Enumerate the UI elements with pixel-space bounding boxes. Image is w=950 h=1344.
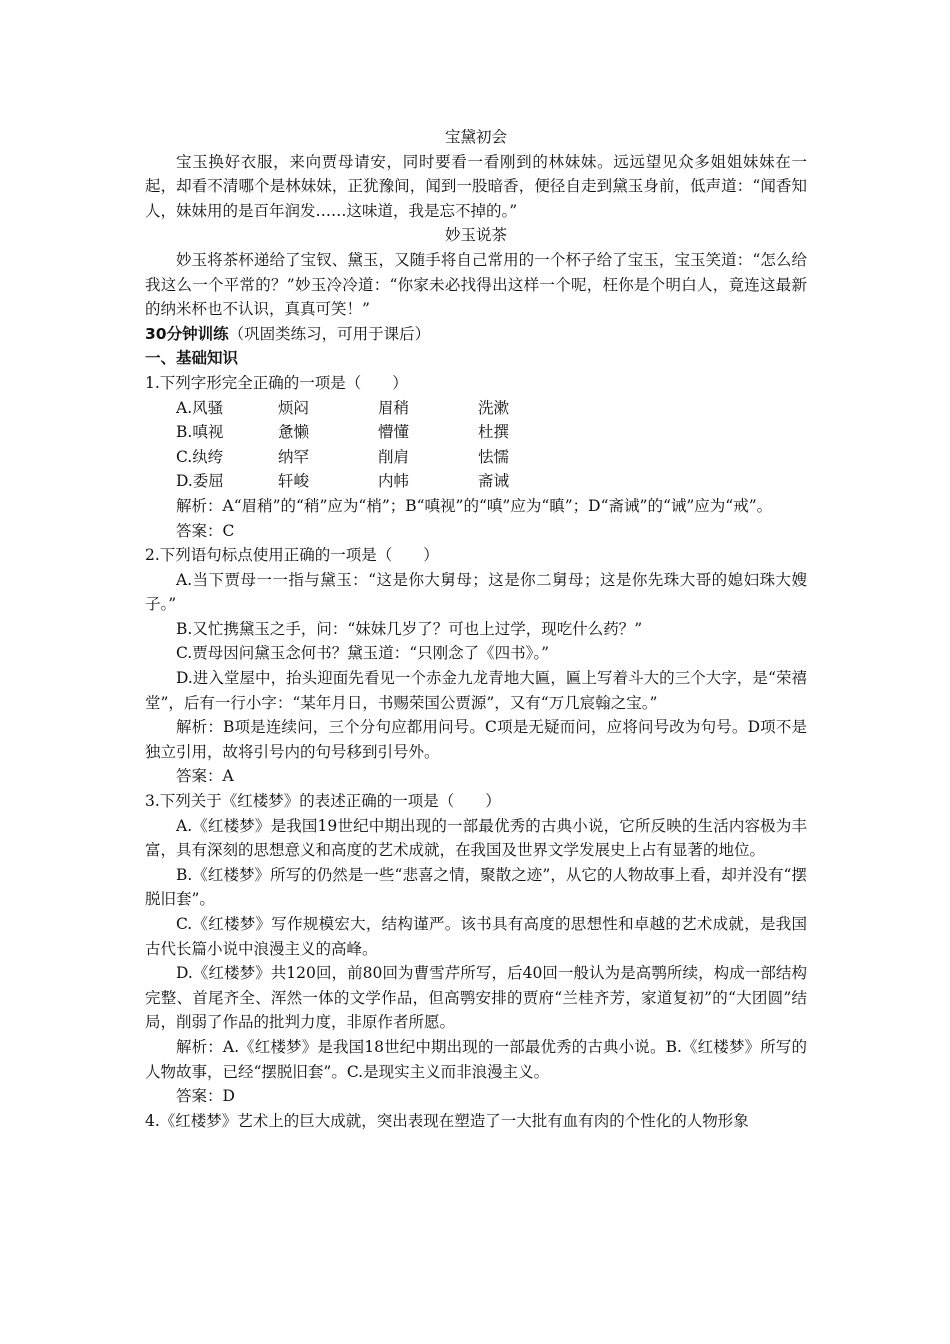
option-word: A.风骚 bbox=[176, 398, 224, 417]
q1-analysis: 解析：A“眉稍”的“稍”应为“梢”；B“嗔视”的“嗔”应为“瞋”；D“斋诫”的“诫”应为“戒”。 bbox=[176, 496, 773, 515]
option-word: 杜撰 bbox=[478, 423, 510, 442]
option-word: D.委屈 bbox=[176, 472, 224, 491]
option-word: 眉稍 bbox=[378, 398, 410, 417]
training-note: （巩固类练习，可用于课后） bbox=[228, 324, 431, 343]
option-word: 纳罕 bbox=[278, 447, 310, 466]
q2-option-c: C.贾母因问黛玉念何书？黛玉道：“只刚念了《四书》。” bbox=[176, 644, 550, 663]
q3-option-a: A.《红楼梦》是我国19世纪中期出现的一部最优秀的古典小说，它所反映的生活内容极为丰富，具有深刻的思想意义和高度的艺术成就，在我国及世界文学发展史上占有显著的地位。 bbox=[145, 816, 807, 860]
option-word: 削肩 bbox=[378, 447, 410, 466]
section1-heading: 一、基础知识 bbox=[145, 349, 239, 368]
q1-option-b bbox=[145, 420, 807, 445]
q3-stem: 3.下列关于《红楼梦》的表述正确的一项是（ ） bbox=[145, 792, 501, 811]
q2-analysis: 解析：B项是连续问，三个分句应都用问号。C项是无疑而问，应将问号改为句号。D项不是独立引用，故将引号内的句号移到引号外。 bbox=[145, 718, 807, 761]
document-body bbox=[145, 125, 807, 1133]
q2-answer: 答案：A bbox=[176, 767, 234, 786]
training-heading: 30分钟训练 bbox=[145, 324, 229, 343]
q3-option-c: C.《红楼梦》写作规模宏大，结构谨严。该书具有高度的思想性和卓越的艺术成就，是我国古代长篇小说中浪漫主义的高峰。 bbox=[145, 915, 807, 958]
story2-title: 妙玉说茶 bbox=[444, 226, 507, 245]
q3-answer: 答案：D bbox=[176, 1087, 235, 1106]
option-word: 怯懦 bbox=[478, 447, 510, 466]
q2-stem: 2.下列语句标点使用正确的一项是（ ） bbox=[145, 546, 439, 565]
story1-text: 宝玉换好衣服，来向贾母请安，同时要看一看刚到的林妹妹。远远望见众多姐姐妹妹在一起，却看不清哪个是林妹妹，正犹豫间，闻到一股暗香，便径自走到黛玉身前，低声道：“闻香知人，妹妹用的是百年润发……这味道，我是忘不掉的。” bbox=[145, 152, 807, 220]
option-word: 轩峻 bbox=[278, 472, 310, 491]
q1-option-d bbox=[145, 469, 807, 494]
option-word: B.嗔视 bbox=[176, 423, 224, 442]
story1-title: 宝黛初会 bbox=[444, 128, 507, 146]
story2-text: 妙玉将茶杯递给了宝钗、黛玉，又随手将自己常用的一个杯子给了宝玉，宝玉笑道：“怎么给我这么一个平常的？”妙玉冷冷道：“你家未必找得出这样一个呢，枉你是个明白人，竟连这最新的纳米杯也不认识，真真可笑！” bbox=[145, 250, 807, 319]
q3-analysis: 解析：A.《红楼梦》是我国18世纪中期出现的一部最优秀的古典小说。B.《红楼梦》所写的人物故事，已经“摆脱旧套”。C.是现实主义而非浪漫主义。 bbox=[145, 1037, 807, 1081]
q2-option-d: D.进入堂屋中，抬头迎面先看见一个赤金九龙青地大匾，匾上写着斗大的三个大字，是“荣禧堂”，后有一行小字：“某年月日，书赐荣国公贾源”，又有“万几宸翰之宝。” bbox=[145, 669, 807, 712]
q1-option-c bbox=[145, 445, 807, 470]
option-word: 洗漱 bbox=[478, 398, 510, 417]
option-word: C.纨绔 bbox=[176, 447, 224, 466]
option-word: 惫懒 bbox=[278, 423, 310, 442]
q1-option-a bbox=[145, 396, 807, 421]
q1-answer: 答案：C bbox=[176, 521, 235, 540]
q2-option-b: B.又忙携黛玉之手，问：“妹妹几岁了？可也上过学，现吃什么药？” bbox=[176, 619, 643, 638]
q4-stem: 4.《红楼梦》艺术上的巨大成就，突出表现在塑造了一大批有血有肉的个性化的人物形象 bbox=[145, 1111, 749, 1130]
option-word: 懵懂 bbox=[378, 423, 410, 442]
q3-option-b: B.《红楼梦》所写的仍然是一些“悲喜之情，聚散之迹”，从它的人物故事上看，却并没有“摆脱旧套”。 bbox=[145, 865, 807, 909]
q2-option-a: A.当下贾母一一指与黛玉：“这是你大舅母；这是你二舅母；这是你先珠大哥的媳妇珠大嫂子。” bbox=[145, 570, 807, 614]
q1-stem: 1.下列字形完全正确的一项是（ ） bbox=[145, 373, 408, 392]
q3-option-d: D.《红楼梦》共120回，前80回为曹雪芹所写，后40回一般认为是高鹗所续，构成一部结构完整、首尾齐全、浑然一体的文学作品，但高鹗安排的贾府“兰桂齐芳，家道复初”的“大团圆”结局，削弱了作品的批判力度，非原作者所愿。 bbox=[145, 964, 807, 1032]
option-word: 斋诫 bbox=[478, 472, 510, 491]
training-heading-line bbox=[145, 322, 807, 347]
option-word: 内帏 bbox=[378, 472, 410, 491]
option-word: 烦闷 bbox=[278, 398, 310, 417]
